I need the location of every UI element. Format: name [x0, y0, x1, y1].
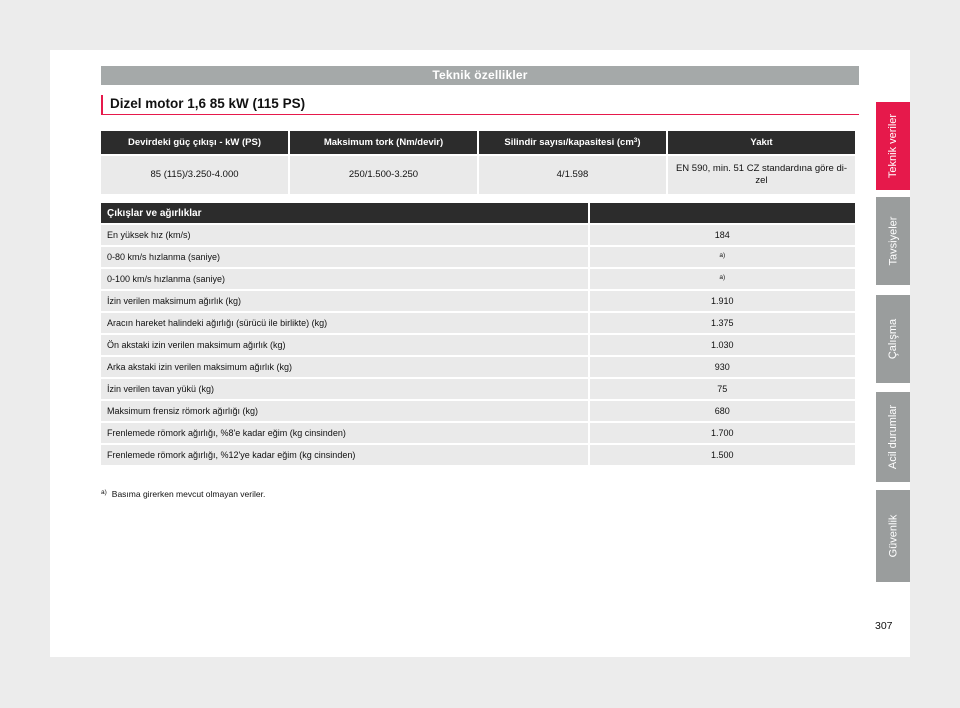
table-row [101, 291, 855, 311]
page-number: 307 [875, 620, 893, 632]
table-cell: 4/1.598 [479, 154, 666, 194]
row-label: Aracın hareket halindeki ağırlığı (sürücü ile birlikte) (kg) [101, 313, 588, 333]
table-header: Çıkışlar ve ağırlıklar [101, 203, 588, 223]
table-cell: 250/1.500-3.250 [290, 154, 477, 194]
section-title: Dizel motor 1,6 85 kW (115 PS) [110, 96, 306, 111]
row-value: 680 [590, 401, 855, 421]
chapter-header: Teknik özellikler [101, 66, 859, 85]
row-label: Arka akstaki izin verilen maksimum ağırlık (kg) [101, 357, 588, 377]
footnote-ref: a) [719, 274, 726, 281]
row-value [590, 247, 855, 267]
table-row [101, 247, 855, 267]
footnote [101, 489, 265, 499]
column-header: Silindir sayısı/kapasitesi $(cm^3)$ [479, 131, 666, 154]
table-cell: EN 590, min. 51 CZ standardına göre di-zel [668, 154, 855, 194]
table-row [101, 423, 855, 443]
row-label: İzin verilen maksimum ağırlık (kg) [101, 291, 588, 311]
column-header: Maksimum tork (Nm/devir) [290, 131, 477, 154]
tab-guvenlik[interactable]: Güvenlik [876, 490, 910, 582]
section-heading [101, 95, 859, 115]
table-row [101, 225, 855, 245]
table-row [101, 154, 855, 194]
table-cell: 85 (115)/3.250-4.000 [101, 154, 288, 194]
engine-specs-table [99, 131, 857, 194]
row-value: 75 [590, 379, 855, 399]
row-value: 1.030 [590, 335, 855, 355]
column-header: Yakıt [668, 131, 855, 154]
table-row [101, 269, 855, 289]
row-label: En yüksek hız (km/s) [101, 225, 588, 245]
row-value: 1.700 [590, 423, 855, 443]
row-value: 1.500 [590, 445, 855, 465]
row-label: Ön akstaki izin verilen maksimum ağırlık (kg) [101, 335, 588, 355]
tab-tavsiyeler[interactable]: Tavsiyeler [876, 197, 910, 285]
footnote-marker: a) [101, 489, 107, 496]
table-row [101, 357, 855, 377]
row-value: 184 [590, 225, 855, 245]
row-label: Maksimum frensiz römork ağırlığı (kg) [101, 401, 588, 421]
table-row [101, 401, 855, 421]
table-header-empty [590, 203, 855, 223]
row-value: 930 [590, 357, 855, 377]
tab-calisma[interactable]: Çalışma [876, 295, 910, 383]
table-header-row [101, 131, 855, 154]
performance-weights-table [99, 201, 857, 467]
row-label: 0-80 km/s hızlanma (saniye) [101, 247, 588, 267]
row-value [590, 269, 855, 289]
column-header: Devirdeki güç çıkışı - kW (PS) [101, 131, 288, 154]
table-row [101, 313, 855, 333]
table-row [101, 379, 855, 399]
tab-teknik-veriler[interactable]: Teknik veriler [876, 102, 910, 190]
table-row [101, 445, 855, 465]
table-header-row [101, 203, 855, 223]
row-value: 1.910 [590, 291, 855, 311]
row-label: Frenlemede römork ağırlığı, %12'ye kadar eğim (kg cinsinden) [101, 445, 588, 465]
row-value: 1.375 [590, 313, 855, 333]
table-row [101, 335, 855, 355]
footnote-text: Basıma girerken mevcut olmayan veriler. [111, 489, 266, 499]
tab-acil-durumlar[interactable]: Acil durumlar [876, 392, 910, 482]
row-label: 0-100 km/s hızlanma (saniye) [101, 269, 588, 289]
row-label: İzin verilen tavan yükü (kg) [101, 379, 588, 399]
footnote-ref: a) [719, 252, 726, 259]
row-label: Frenlemede römork ağırlığı, %8'e kadar eğim (kg cinsinden) [101, 423, 588, 443]
